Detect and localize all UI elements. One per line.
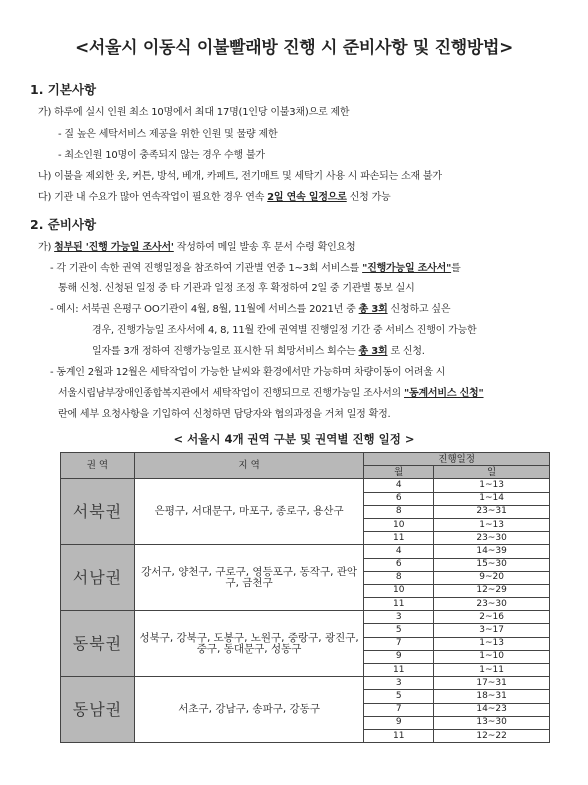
day-range-cell: 14~39 xyxy=(434,545,550,558)
month-cell: 3 xyxy=(364,677,434,690)
day-range-cell: 1~11 xyxy=(434,664,550,677)
section2-line1-pre: 가) xyxy=(38,242,55,253)
district-cell: 서초구, 강남구, 송파구, 강동구 xyxy=(134,677,363,743)
section1-line3: - 최소인원 10명이 충족되지 않는 경우 수행 불가 xyxy=(58,150,265,161)
district-cell: 성북구, 강북구, 도봉구, 노원구, 중랑구, 광진구, 중구, 동대문구, 성동구 xyxy=(134,611,363,677)
section2-line2 xyxy=(50,259,461,274)
section2-line8 xyxy=(58,384,484,399)
district-cell: 강서구, 양천구, 구로구, 영등포구, 동작구, 관악구, 금천구 xyxy=(134,545,363,611)
section1-line5-emphasis: 2일 연속 일정으로 xyxy=(267,192,347,203)
month-cell: 4 xyxy=(364,545,434,558)
month-cell: 11 xyxy=(364,532,434,545)
month-cell: 7 xyxy=(364,637,434,650)
district-cell: 은평구, 서대문구, 마포구, 종로구, 용산구 xyxy=(134,479,363,545)
section2-line3: 통해 신청. 신청된 일정 중 타 기관과 일정 조정 후 확정하여 2일 중 기관별 통보 실시 xyxy=(58,283,415,294)
day-range-cell: 1~10 xyxy=(434,650,550,663)
section2-line2-emphasis: "진행가능일 조사서" xyxy=(362,263,452,274)
section1-line5-pre: 다) 기관 내 수요가 많아 연속작업이 필요한 경우 연속 xyxy=(38,192,268,203)
day-range-cell: 13~30 xyxy=(434,716,550,729)
section2-line8-emphasis: "동계서비스 신청" xyxy=(404,388,484,399)
day-range-cell: 23~30 xyxy=(434,532,550,545)
section2-line4-pre: - 예시: 서북권 은평구 OO기관이 4월, 8월, 11월에 서비스를 2021년 중 xyxy=(50,304,359,315)
section2-line4-post: 신청하고 싶은 xyxy=(387,304,451,315)
section2-line8-pre: 서울시립남부장애인종합복지관에서 세탁작업이 진행되므로 진행가능일 조사서의 xyxy=(58,388,404,399)
region-cell: 동북권 xyxy=(61,611,135,677)
month-cell: 7 xyxy=(364,703,434,716)
header-schedule: 진행일정 xyxy=(364,453,550,466)
table-caption: < 서울시 4개 권역 구분 및 권역별 진행 일정 > xyxy=(173,432,415,446)
day-range-cell: 12~29 xyxy=(434,584,550,597)
section2-heading: 2. 준비사항 xyxy=(30,217,97,232)
section1-line5 xyxy=(38,188,391,203)
schedule-table xyxy=(60,452,550,743)
day-range-cell: 14~23 xyxy=(434,703,550,716)
month-cell: 3 xyxy=(364,611,434,624)
day-range-cell: 1~13 xyxy=(434,518,550,531)
table-row xyxy=(61,479,550,492)
section2-line6-pre: 일자를 3개 정하여 진행가능일로 표시한 뒤 희망서비스 회수는 xyxy=(92,346,359,357)
section1-line4: 나) 이불을 제외한 옷, 커튼, 방석, 베개, 카페트, 전기매트 및 세탁기 사용 시 파손되는 소재 불가 xyxy=(38,171,442,182)
day-range-cell: 23~30 xyxy=(434,598,550,611)
section2-line9: 란에 세부 요청사항을 기입하여 신청하면 담당자와 협의과정을 거쳐 일정 확정. xyxy=(58,409,391,420)
day-range-cell: 18~31 xyxy=(434,690,550,703)
month-cell: 5 xyxy=(364,690,434,703)
month-cell: 10 xyxy=(364,518,434,531)
document-title: <서울시 이동식 이불빨래방 진행 시 준비사항 및 진행방법> xyxy=(74,38,514,58)
month-cell: 4 xyxy=(364,479,434,492)
section2-line1 xyxy=(38,238,355,253)
section2-line5: 경우, 진행가능일 조사서에 4, 8, 11월 칸에 권역별 진행일정 기간 중 서비스 진행이 가능한 xyxy=(92,325,477,336)
table-body xyxy=(61,479,550,743)
day-range-cell: 12~22 xyxy=(434,729,550,742)
month-cell: 8 xyxy=(364,571,434,584)
header-region: 권 역 xyxy=(61,453,135,479)
day-range-cell: 1~13 xyxy=(434,637,550,650)
day-range-cell: 9~20 xyxy=(434,571,550,584)
month-cell: 5 xyxy=(364,624,434,637)
day-range-cell: 23~31 xyxy=(434,505,550,518)
day-range-cell: 15~30 xyxy=(434,558,550,571)
month-cell: 11 xyxy=(364,729,434,742)
day-range-cell: 3~17 xyxy=(434,624,550,637)
month-cell: 11 xyxy=(364,664,434,677)
section2-line6-post: 로 신청. xyxy=(387,346,425,357)
month-cell: 6 xyxy=(364,558,434,571)
section2-line1-emphasis: 첨부된 '진행 가능일 조사서' xyxy=(54,242,174,253)
region-cell: 동남권 xyxy=(61,677,135,743)
section2-line6 xyxy=(92,342,425,357)
section1-line2: - 질 높은 세탁서비스 제공을 위한 인원 및 물량 제한 xyxy=(58,129,278,140)
header-day: 일 xyxy=(434,466,550,479)
day-range-cell: 1~13 xyxy=(434,479,550,492)
section2-line6-emphasis: 총 3회 xyxy=(358,346,388,357)
header-district: 지 역 xyxy=(134,453,363,479)
table-row xyxy=(61,677,550,690)
day-range-cell: 1~14 xyxy=(434,492,550,505)
section2-line4-emphasis: 총 3회 xyxy=(358,304,388,315)
month-cell: 8 xyxy=(364,505,434,518)
section2-line4 xyxy=(50,300,450,315)
section1-line5-post: 신청 가능 xyxy=(346,192,391,203)
header-month: 월 xyxy=(364,466,434,479)
month-cell: 9 xyxy=(364,716,434,729)
section2-line7: - 동계인 2월과 12월은 세탁작업이 가능한 날씨와 환경에서만 가능하며 차량이동이 어려울 시 xyxy=(50,367,446,378)
month-cell: 6 xyxy=(364,492,434,505)
table-header-row xyxy=(61,453,550,466)
table-row xyxy=(61,611,550,624)
region-cell: 서남권 xyxy=(61,545,135,611)
table-row xyxy=(61,545,550,558)
month-cell: 9 xyxy=(364,650,434,663)
month-cell: 11 xyxy=(364,598,434,611)
section2-line1-post: 작성하여 메일 발송 후 문서 수령 확인요청 xyxy=(173,242,356,253)
region-cell: 서북권 xyxy=(61,479,135,545)
section1-heading: 1. 기본사항 xyxy=(30,82,97,97)
section2-line2-post: 를 xyxy=(451,263,461,274)
section2-line2-pre: - 각 기관이 속한 권역 진행일정을 참조하여 기관별 연중 1~3회 서비스를 xyxy=(50,263,363,274)
section1-line1: 가) 하루에 실시 인원 최소 10명에서 최대 17명(1인당 이불3채)으로 제한 xyxy=(38,107,350,118)
day-range-cell: 2~16 xyxy=(434,611,550,624)
day-range-cell: 17~31 xyxy=(434,677,550,690)
month-cell: 10 xyxy=(364,584,434,597)
